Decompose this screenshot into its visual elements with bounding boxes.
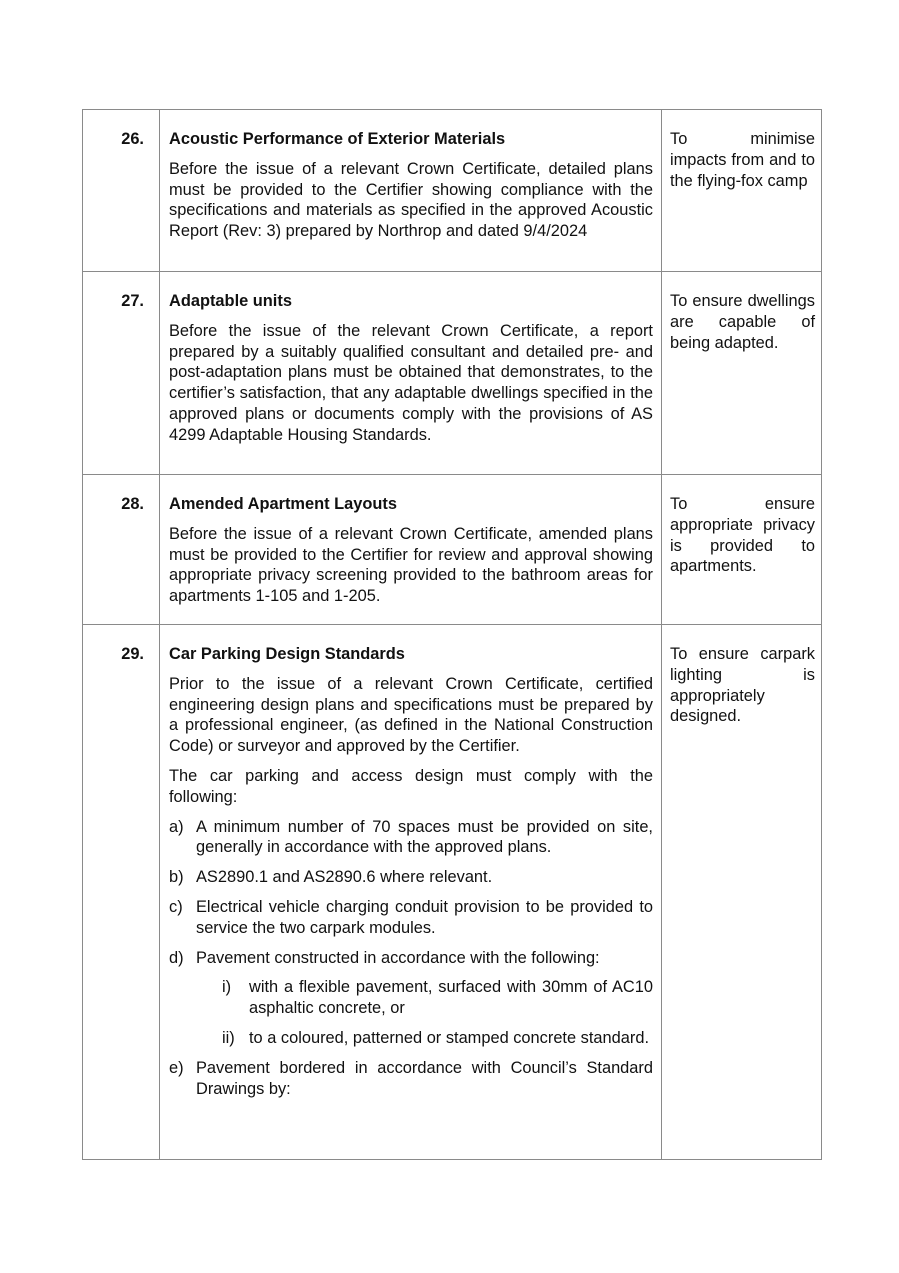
condition-paragraph: Before the issue of a relevant Crown Certificate, amended plans must be provided to the Certifier for review and approval showing appropriate privacy screening provided to the bathroom areas for apartments 1-105 and 1-205. xyxy=(169,524,653,606)
condition-text-cell xyxy=(160,624,662,1159)
list-item xyxy=(169,867,653,888)
condition-paragraph: Before the issue of a relevant Crown Certificate, detailed plans must be provided to the Certifier showing compliance with the specifications and materials as specified in the approved Acoustic Report (Rev: 3) prepared by Northrop and dated 9/4/2024 xyxy=(169,159,653,241)
pavement-sublist xyxy=(169,977,653,1048)
condition-paragraph: The car parking and access design must comply with the following: xyxy=(169,766,653,806)
list-item-text: A minimum number of 70 spaces must be provided on site, generally in accordance with the approved plans. xyxy=(196,817,653,857)
condition-text-cell xyxy=(160,110,662,272)
list-marker: i) xyxy=(222,978,232,997)
condition-heading: Amended Apartment Layouts xyxy=(169,495,397,513)
list-marker: d) xyxy=(169,948,184,967)
list-item-text: with a flexible pavement, surfaced with 30mm of AC10 asphaltic concrete, or xyxy=(249,978,653,1018)
condition-row-27 xyxy=(83,272,822,475)
list-item-text: Electrical vehicle charging conduit provision to be provided to service the two carpark modules. xyxy=(196,897,653,937)
condition-text-cell xyxy=(160,272,662,475)
list-item xyxy=(169,948,653,969)
condition-reason: To ensure dwellings are capable of being adapted. xyxy=(670,292,815,352)
condition-reason-cell xyxy=(662,272,822,475)
list-marker: c) xyxy=(169,897,183,916)
list-item xyxy=(169,1058,653,1100)
condition-reason-cell xyxy=(662,475,822,625)
condition-row-26 xyxy=(83,110,822,272)
condition-reason-cell xyxy=(662,624,822,1159)
list-item-text: AS2890.1 and AS2890.6 where relevant. xyxy=(196,868,493,887)
list-marker: b) xyxy=(169,868,184,887)
condition-number-cell xyxy=(83,624,160,1159)
condition-reason-cell xyxy=(662,110,822,272)
sublist-item xyxy=(169,1028,653,1049)
condition-heading: Acoustic Performance of Exterior Materials xyxy=(169,130,506,148)
condition-number: 26. xyxy=(121,130,144,148)
condition-row-28 xyxy=(83,475,822,625)
sublist-item xyxy=(169,977,653,1019)
condition-row-29 xyxy=(83,624,822,1159)
condition-heading: Car Parking Design Standards xyxy=(169,644,405,663)
condition-text-cell xyxy=(160,475,662,625)
list-item-text: Pavement constructed in accordance with the following: xyxy=(196,948,600,967)
conditions-table xyxy=(82,109,822,1160)
list-marker: ii) xyxy=(222,1028,235,1047)
condition-number: 27. xyxy=(121,292,144,310)
requirements-list xyxy=(169,817,653,1100)
condition-number-cell xyxy=(83,475,160,625)
list-marker: a) xyxy=(169,817,184,836)
condition-reason: To minimise impacts from and to the flying-fox camp xyxy=(670,130,815,190)
list-item-text: to a coloured, patterned or stamped concrete standard. xyxy=(249,1028,649,1047)
condition-reason: To ensure carpark lighting is appropriately designed. xyxy=(670,644,815,726)
condition-paragraph: Before the issue of the relevant Crown Certificate, a report prepared by a suitably qualified consultant and detailed pre- and post-adaptation plans must be obtained that demonstrates, to the certifier’s satisfaction, that any adaptable dwellings specified in the approved plans or documents comply with the provisions of AS 4299 Adaptable Housing Standards. xyxy=(169,321,653,444)
list-item-text: Pavement bordered in accordance with Council’s Standard Drawings by: xyxy=(196,1058,653,1098)
condition-number-cell xyxy=(83,272,160,475)
condition-reason: To ensure appropriate privacy is provided to apartments. xyxy=(670,495,815,576)
condition-number: 28. xyxy=(121,495,144,513)
condition-number-cell xyxy=(83,110,160,272)
list-marker: e) xyxy=(169,1058,184,1077)
list-item xyxy=(169,897,653,939)
list-item xyxy=(169,817,653,859)
condition-paragraph: Prior to the issue of a relevant Crown Certificate, certified engineering design plans and specifications must be prepared by a professional engineer, (as defined in the National Construction Code) or surveyor and approved by the Certifier. xyxy=(169,674,653,756)
condition-number: 29. xyxy=(121,644,144,663)
condition-heading: Adaptable units xyxy=(169,292,292,310)
